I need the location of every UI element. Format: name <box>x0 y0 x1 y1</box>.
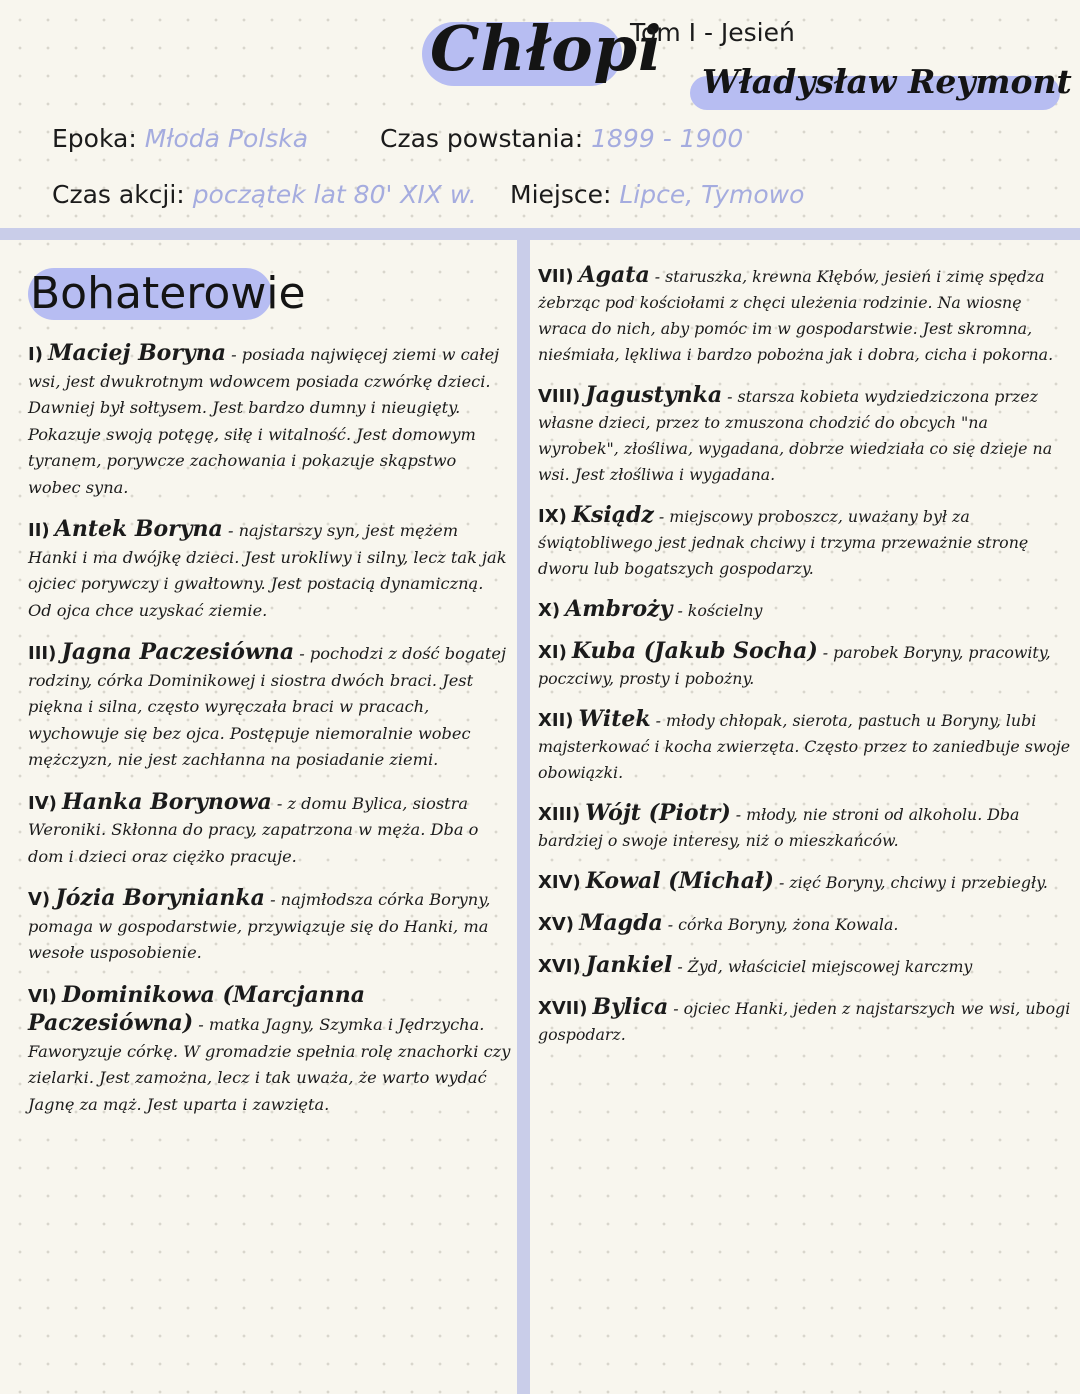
character-description: - pochodzi z dość bogatej rodziny, córka Dominikowej i siostra dwóch braci. Jest piękna i silna, często wyręczała braci w pracach, wychowuje się bez ojca. Postępuje niemoralnie wobec mężczyzn, nie jest zachłanna na posiadanie ziemi. <box>28 644 506 769</box>
character-entry <box>538 638 1072 692</box>
character-name: Magda <box>579 910 663 936</box>
character-entry <box>28 885 512 967</box>
character-name: Kuba (Jakub Socha) <box>571 638 818 664</box>
character-description: - z domu Bylica, siostra Weroniki. Skłonna do pracy, zapatrzona w męża. Dba o dom i dzieci oraz ciężko pracuje. <box>28 793 479 866</box>
character-description: - staruszka, krewna Kłębów, jesień i zimę spędza żebrząc pod kościołami z chęci uleżenia rodzinie. Na wiosnę wraca do nich, aby pomóc im w gospodarstwie. Jest skromna, nieśmiała, lękliwa i bardzo pobożna jak i dobra, cicha i pokorna. <box>538 267 1054 364</box>
character-entry <box>538 800 1072 854</box>
page-title: Chłopi <box>430 12 663 85</box>
entry-number: IX) <box>538 506 567 527</box>
character-entry <box>538 706 1072 786</box>
character-description: - młody, nie stroni od alkoholu. Dba bardziej o swoje interesy, niż o mieszkańców. <box>538 805 1020 850</box>
entry-number: VII) <box>538 266 574 287</box>
miejsce-label: Miejsce: <box>510 180 612 209</box>
character-name: Witek <box>578 706 651 732</box>
volume-label: Tom I - Jesień <box>630 18 795 47</box>
czas-powstania-value: 1899 - 1900 <box>591 124 744 153</box>
epoka-value: Młoda Polska <box>144 124 309 153</box>
character-entry <box>28 340 512 501</box>
character-entry <box>538 596 1072 624</box>
character-entry <box>28 789 512 871</box>
character-description: - Żyd, właściciel miejscowej karczmy <box>672 957 973 976</box>
character-description: - matka Jagny, Szymka i Jędrzycha. Faworyzuje córkę. W gromadzie spełnia rolę znachorki czy zielarki. Jest zamożna, lecz i tak uważa, że warto wydać Jagnę za mąż. Jest uparta i zawzięta. <box>28 1015 511 1114</box>
entry-number: V) <box>28 889 51 910</box>
author-block <box>690 62 1072 101</box>
character-name: Józia Borynianka <box>55 885 265 911</box>
character-name: Wójt (Piotr) <box>585 800 731 826</box>
character-entry <box>538 868 1072 896</box>
character-name: Dominikowa (Marcjanna Paczesiówna) <box>28 981 365 1036</box>
character-name: Ksiądz <box>571 502 654 528</box>
entry-number: XV) <box>538 914 575 935</box>
character-description: - starsza kobieta wydziedziczona przez własne dzieci, przez to zmuszona chodzić do obcych "na wyrobek", złośliwa, wygadana, dobrze wiedziała co się dzieje na wsi. Jest złośliwa i wygadana. <box>538 387 1053 484</box>
entry-number: XI) <box>538 642 567 663</box>
character-name: Agata <box>578 262 650 288</box>
character-description: - ojciec Hanki, jeden z najstarszych we wsi, ubogi gospodarz. <box>538 999 1071 1044</box>
character-description: - parobek Boryny, pracowity, poczciwy, prosty i pobożny. <box>538 643 1051 688</box>
entry-number: II) <box>28 520 50 541</box>
character-name: Hanka Borynowa <box>62 788 272 815</box>
entry-number: VIII) <box>538 386 581 407</box>
character-name: Maciej Boryna <box>48 340 226 366</box>
meta-epoka <box>52 124 308 153</box>
entry-number: III) <box>28 643 57 664</box>
entry-number: XVI) <box>538 956 581 977</box>
author-name: Władysław Reymont <box>702 62 1072 101</box>
vertical-divider <box>517 240 530 1394</box>
entry-number: XIII) <box>538 804 581 825</box>
entry-number: XII) <box>538 710 574 731</box>
character-entry <box>28 982 512 1119</box>
entry-number: VI) <box>28 985 57 1007</box>
entry-number: XIV) <box>538 872 581 893</box>
character-name: Bylica <box>592 994 669 1020</box>
character-entry <box>538 952 1072 980</box>
character-name: Kowal (Michał) <box>585 868 774 894</box>
entry-number: X) <box>538 600 561 621</box>
character-name: Ambroży <box>565 596 673 622</box>
character-entry <box>538 502 1072 582</box>
czas-powstania-label: Czas powstania: <box>380 124 584 153</box>
horizontal-divider <box>0 228 1080 240</box>
czas-akcji-label: Czas akcji: <box>52 180 185 209</box>
character-entry <box>538 994 1072 1048</box>
character-name: Antek Boryna <box>54 516 223 542</box>
character-entry <box>28 639 512 774</box>
character-entry <box>538 262 1072 368</box>
epoka-label: Epoka: <box>52 124 137 153</box>
czas-akcji-value: początek lat 80' XIX w. <box>192 180 477 209</box>
character-description: - najstarszy syn, jest mężem Hanki i ma dwójkę dzieci. Jest urokliwy i silny, lecz tak jak ojciec porywczy i gwałtowny. Jest postacią dynamiczną. Od ojca chce uzyskać ziemie. <box>28 521 507 620</box>
left-column <box>28 340 512 1133</box>
section-title: Bohaterowie <box>30 268 306 319</box>
entry-number: XVII) <box>538 998 588 1019</box>
character-name: Jagustynka <box>585 382 723 408</box>
section-heading-block <box>30 258 306 330</box>
miejsce-value: Lipce, Tymowo <box>619 180 805 209</box>
character-description: - najmłodsza córka Boryny, pomaga w gospodarstwie, przywiązuje się do Hanki, ma wesołe usposobienie. <box>28 890 491 962</box>
meta-czas-akcji <box>52 180 477 209</box>
character-name: Jankiel <box>585 952 673 978</box>
meta-czas-powstania <box>380 124 743 153</box>
character-description: - córka Boryny, żona Kowala. <box>662 915 899 934</box>
meta-miejsce <box>510 180 804 209</box>
character-entry <box>28 516 512 624</box>
character-description: - młody chłopak, sierota, pastuch u Boryny, lubi majsterkować i kocha zwierzęta. Często przez to zaniedbuje swoje obowiązki. <box>538 711 1071 782</box>
character-entry <box>538 910 1072 938</box>
character-name: Jagna Paczesiówna <box>61 639 295 665</box>
right-column <box>538 262 1072 1062</box>
entry-number: I) <box>28 344 43 365</box>
character-description: - miejscowy proboszcz, uważany był za świątobliwego jest jednak chciwy i trzyma przeważnie stronę dworu lub bogatszych gospodarzy. <box>538 507 1029 578</box>
character-entry <box>538 382 1072 488</box>
character-description: - kościelny <box>672 601 763 620</box>
entry-number: IV) <box>28 792 57 814</box>
character-description: - zięć Boryny, chciwy i przebiegły. <box>773 873 1048 892</box>
character-description: - posiada najwięcej ziemi w całej wsi, jest dwukrotnym wdowcem posiada czwórkę dzieci. Dawniej był sołtysem. Jest bardzo dumny i nieugięty. Pokazuje swoją potęgę, siłę i witalność. Jest domowym tyranem, porywcze zachowania i pokazuje skąpstwo wobec syna. <box>28 345 500 497</box>
title-block <box>430 4 663 94</box>
